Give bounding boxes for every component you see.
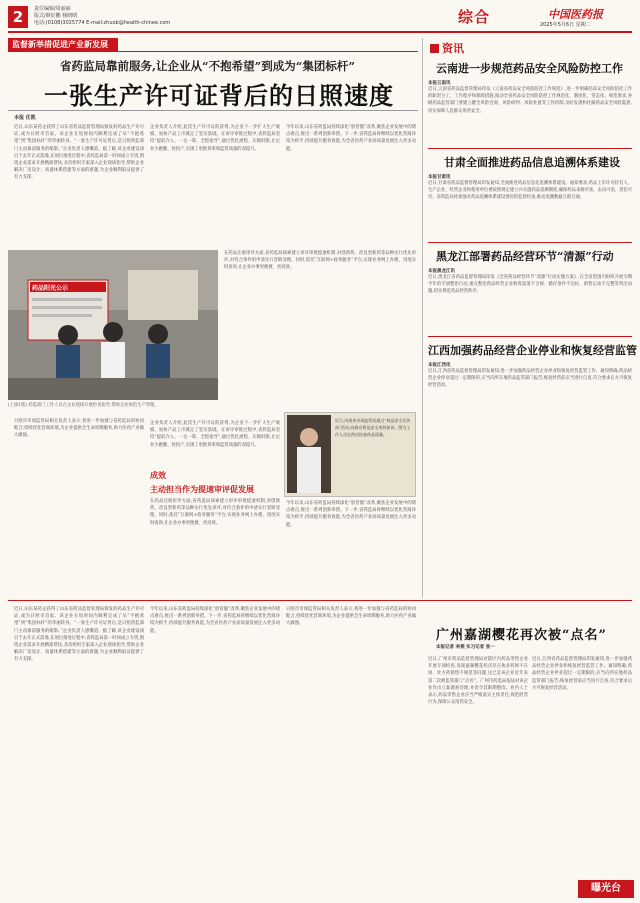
brief-rule-2 <box>428 242 632 243</box>
column-divider <box>422 38 423 598</box>
lead-paragraph-3: 今年以来,山东省药监局持续深化“放管服”改革,聚焦企业发展中的堵点难点,推出一系列创新举措。下一步,省药监局将继续以优化营商环境为抓手,持续提升服务效能,为全省医药产业高质量发展注入更多动能。 <box>286 125 416 152</box>
lead-byline: 本报 任凯 <box>14 115 36 121</box>
lead-paragraph-2: 企业负责人介绍,此次生产许可证的获得,为企业下一步扩大生产规模、加快产品上市奠定了坚实基础。在审评审批过程中,省药监局坚持“提前介入、一企一策、全程指导”,通过优化流程、压缩时限,让企业少跑腿、快投产,实现了审批效率和监管质量的双提升。 <box>150 125 280 152</box>
lead-paragraph-5: 日照市市场监管局相关负责人表示,将进一步加强与省药监局的协同配合,持续优化营商环境,为企业提供全生命周期服务,助力医药产业做大做强。 <box>14 419 144 439</box>
news-badge-icon <box>430 44 439 53</box>
brief-body-yunnan: 近日,云南省药品监督管理局印发《云南省药品安全风险防控工作规范》,进一步明确药品安全风险防控工作的职责分工、工作程序和保障措施,推动全省药品安全风险防控工作规范化、制度化、常态化。规范要求,各级药品监管部门要建立健全风险会商、风险研判、风险处置等工作机制,及时发现和化解药品安全风险隐患,切实保障人民群众用药安全。 <box>428 87 632 114</box>
lead-section-label: 成效 <box>150 470 166 480</box>
masthead-editor: 责任编辑/周丽丽 <box>34 6 71 12</box>
lower-paragraph-2: 今年以来,山东省药监局持续深化“放管服”改革,聚焦企业发展中的堵点难点,推出一系列创新举措。下一步,省药监局将继续以优化营商环境为抓手,持续提升服务效能,为全省医药产业高质量发展注入更多动能。 <box>150 607 280 634</box>
inset-photo-illustration <box>287 415 331 493</box>
lead-headline: 一张生产许可证背后的日照速度 <box>44 81 394 110</box>
brief-byline-gansu: 本报甘肃讯 <box>428 175 451 180</box>
inset-photo <box>287 415 331 493</box>
photo-sign-text: 药品阳光公示 <box>32 285 69 292</box>
lead-subhead: 省药监局靠前服务,让企业从“不抱希望”到成为“集团标杆” <box>60 59 355 73</box>
masthead <box>0 0 640 34</box>
brief-title-jiangxi: 江西加强药品经营企业停业和恢复经营监管 <box>428 344 637 357</box>
lead-subsection-title: 主动担当作为提速审评促发展 <box>150 484 254 494</box>
paper-logo: 中国医药报 <box>548 8 603 21</box>
expose-title: 广州嘉湖樱花再次被“点名” <box>436 628 607 643</box>
headline-rule <box>8 110 418 111</box>
masthead-layout: 版式/颜好鹏 杨晴晴 <box>34 13 78 19</box>
masthead-info <box>34 6 170 27</box>
issue-date: 2025年5月6日 星期二 <box>540 22 591 28</box>
expose-byline: 本报记者 李燕 实习记者 张一 <box>436 645 495 650</box>
lower-paragraph-1: 近日,山东某药企获得了山东省药品监督管理局颁发的药品生产许可证,成为日照市首家。该企业在短时间内顺利完成了从“不抱希望”到“集团标杆”的华丽转身。“一张生产许可证背后,是日照药监部门主动靠前服务的缩影。”企业负责人感慨道。据了解,该企业建设项目于去年正式落地,在项目推进过程中,省药监局第一时间成立专班,围绕企业需求开展精准帮扶,多次组织专家深入企业现场指导,帮助企业解决厂房设计、质量体系搭建等方面的难题,为企业顺利取证提供了有力支撑。 <box>14 607 144 663</box>
brief-byline-heilongjiang: 本报黑龙江讯 <box>428 269 455 274</box>
news-badge <box>430 40 464 56</box>
lower-paragraph-3: 日照市市场监管局相关负责人表示,将进一步加强与省药监局的协同配合,持续优化营商环境,为企业提供全生命周期服务,助力医药产业做大做强。 <box>286 607 416 627</box>
brief-body-gansu: 近日,甘肃省药品监督管理局印发通知,全面推进药品信息化追溯体系建设。通知要求,药品上市许可持有人、生产企业、经营企业和使用单位要按照规定建立并实施药品追溯制度,确保药品来源可查、去向可追、责任可究。省药监局将加强对药品追溯体系建设情况的监督检查,推动追溯数据互联互通。 <box>428 181 632 201</box>
expose-footer-badge: 曝光台 <box>578 880 634 898</box>
photo-caption: (上接1版) 药监部门工作人员在企业现场开展检查指导,帮助企业规范生产管理。 <box>8 403 159 408</box>
bottom-section-rule <box>8 600 632 601</box>
expose-paragraph-1: 近日,广州市药品监督管理局对辖区内药品零售企业开展专项检查,发现嘉湖樱花药店存在执业药师不在岗、处方药销售不规范等问题,这已是该企业近年来第二次被监管部门“点名”。广州市药监局依法对该企业作出立案调查处理,并责令其限期整改。业内人士表示,药品零售企业应当严格落实主体责任,规范经营行为,保障公众用药安全。 <box>428 657 528 706</box>
brief-title-heilongjiang: 黑龙江部署药品经营环节“清源”行动 <box>436 250 614 263</box>
news-badge-label: 资讯 <box>442 42 464 55</box>
section-name: 综合 <box>458 8 491 26</box>
lead-photo-illustration <box>8 250 218 400</box>
lead-paragraph-8: 今年以来,山东省药监局持续深化“放管服”改革,聚焦企业发展中的堵点难点,推出一系列创新举措。下一步,省药监局将继续以优化营商环境为抓手,持续提升服务效能,为全省医药产业高质量发展注入更多动能。 <box>286 501 416 528</box>
expose-paragraph-2: 近日,江西省药品监督管理局印发通知,进一步加强药品经营企业停业和恢复经营监管工作。通知明确,药品经营企业停业超过一定期限的,应当向所在地药品监管部门报告;恢复经营前应当进行自查,符合要求后方可恢复经营活动。 <box>532 657 632 691</box>
brief-title-yunnan: 云南进一步规范药品安全风险防控工作 <box>436 62 623 75</box>
masthead-rule <box>8 31 632 33</box>
brief-rule-1 <box>428 148 632 149</box>
section-tag-rule <box>118 51 418 52</box>
lead-paragraph-7: 企业负责人介绍,此次生产许可证的获得,为企业下一步扩大生产规模、加快产品上市奠定了坚实基础。在审评审批过程中,省药监局坚持“提前介入、一企一策、全程指导”,通过优化流程、压缩时限,让企业少跑腿、快投产,实现了审批效率和监管质量的双提升。 <box>150 421 280 448</box>
section-tag: 监督新举措促进产业新发展 <box>8 38 118 52</box>
inset-photo-box <box>284 412 416 497</box>
brief-body-jiangxi: 近日,江西省药品监督管理局印发通知,进一步加强药品经营企业停业和恢复经营监管工作。通知明确,药品经营企业停业超过一定期限的,应当向所在地药品监管部门报告;恢复经营前应当进行自查,符合要求后方可恢复经营活动。 <box>428 369 632 389</box>
masthead-contact: 电话:(0108)3025774 E-mail:zhuob@health-chinee.com <box>34 20 171 26</box>
inset-caption: 近日,河南省市场监管局通过“药品安全宣传周”活动,向群众普及安全用药知识。图为工作人员在药店检查药品质量。 <box>335 418 411 437</box>
lead-photo <box>8 250 218 400</box>
page-number: 2 <box>8 6 28 28</box>
brief-byline-jiangxi: 本报江西讯 <box>428 363 451 368</box>
brief-rule-3 <box>428 336 632 337</box>
lead-paragraph-4: 在药品注册审评方面,省药监局探索建立审评审批提速机制,对创新药、改良型新药等品种实行优先审评,对符合条件的申请实行容缺受理。同时,依托“互联网+政务服务”平台,实现业务网上办理、进度实时查询,让企业办事更便捷、更高效。 <box>224 251 416 271</box>
brief-title-gansu: 甘肃全面推进药品信息追溯体系建设 <box>444 156 620 169</box>
brief-body-heilongjiang: 近日,黑龙江省药品监督管理局印发《全省药品经营环节“清源”行动实施方案》,在全省范围内组织开展为期半年的专项整治行动,重点整治药品经营企业购进渠道不合规、储存条件不达标、销售记录不完整等突出问题,切实规范药品经营秩序。 <box>428 275 632 295</box>
lead-paragraph-6: 在药品注册审评方面,省药监局探索建立审评审批提速机制,对创新药、改良型新药等品种实行优先审评,对符合条件的申请实行容缺受理。同时,依托“互联网+政务服务”平台,实现业务网上办理、进度实时查询,让企业办事更便捷、更高效。 <box>150 499 280 526</box>
brief-byline-yunnan: 本报云南讯 <box>428 81 451 86</box>
lead-paragraph-1: 近日,山东某药企获得了山东省药品监督管理局颁发的药品生产许可证,成为日照市首家。该企业在短时间内顺利完成了从“不抱希望”到“集团标杆”的华丽转身。“一张生产许可证背后,是日照药监部门主动靠前服务的缩影。”企业负责人感慨道。据了解,该企业建设项目于去年正式落地,在项目推进过程中,省药监局第一时间成立专班,围绕企业需求开展精准帮扶,多次组织专家深入企业现场指导,帮助企业解决厂房设计、质量体系搭建等方面的难题,为企业顺利取证提供了有力支撑。 <box>14 125 144 181</box>
